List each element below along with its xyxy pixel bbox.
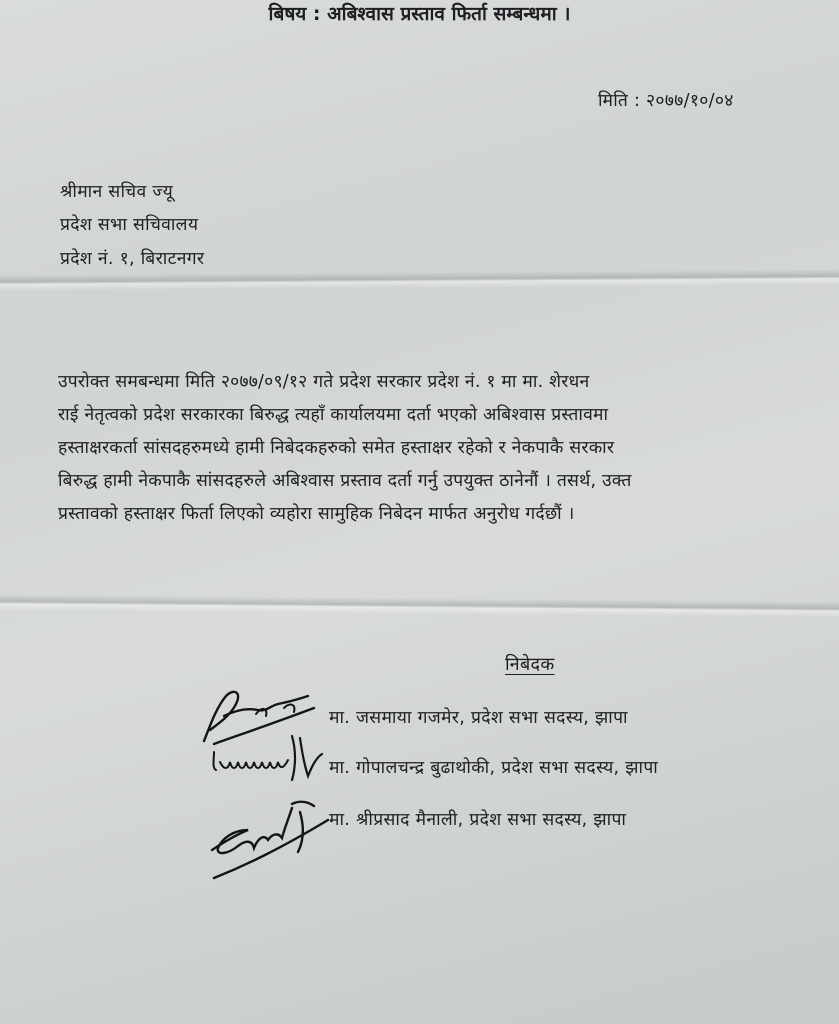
letter-date: मिति : २०७७/१०/०४ <box>598 91 734 111</box>
recipient-line-3: प्रदेश नं. १, बिराटनगर <box>60 249 205 269</box>
signatory-1: मा. जसमाया गजमेर, प्रदेश सभा सदस्य, झापा <box>329 708 628 728</box>
signatory-2: मा. गोपालचन्द्र बुढाथोकी, प्रदेश सभा सदस्य, झापा <box>329 758 659 778</box>
recipient-line-1: श्रीमान सचिव ज्यू <box>60 182 174 202</box>
signatory-3: मा. श्रीप्रसाद मैनाली, प्रदेश सभा सदस्य, झापा <box>329 810 627 830</box>
signature-3 <box>204 790 334 882</box>
recipient-line-2: प्रदेश सभा सचिवालय <box>60 215 199 235</box>
body-line-3: हस्ताक्षरकर्ता सांसदहरुमध्ये हामी निबेदकहरुको समेत हस्ताक्षर रहेको र नेकपाकै सरकार <box>58 438 615 458</box>
signature-2 <box>204 730 334 788</box>
body-line-4: बिरुद्ध हामी नेकपाकै सांसदहरुले अबिश्वास प्रस्ताव दर्ता गर्नु उपयुक्त ठानेनौं । तसर्थ, उक्त <box>58 471 632 491</box>
body-line-5: प्रस्तावको हस्ताक्षर फिर्ता लिएको व्यहोरा सामुहिक निबेदन मार्फत अनुरोध गर्दछौं । <box>58 504 575 524</box>
body-line-1: उपरोक्त समबन्धमा मिति २०७७/०९/१२ गते प्रदेश सरकार प्रदेश नं. १ मा मा. शेरधन <box>58 372 590 392</box>
letter-subject: बिषय : अबिश्वास प्रस्ताव फिर्ता सम्बन्धमा । <box>268 3 571 25</box>
paper-fold-lower <box>0 594 839 617</box>
petitioner-heading: निबेदक <box>505 654 555 675</box>
body-line-2: राई नेतृत्वको प्रदेश सरकारका बिरुद्ध त्यहाँ कार्यालयमा दर्ता भएको अबिश्वास प्रस्तावमा <box>58 405 609 425</box>
